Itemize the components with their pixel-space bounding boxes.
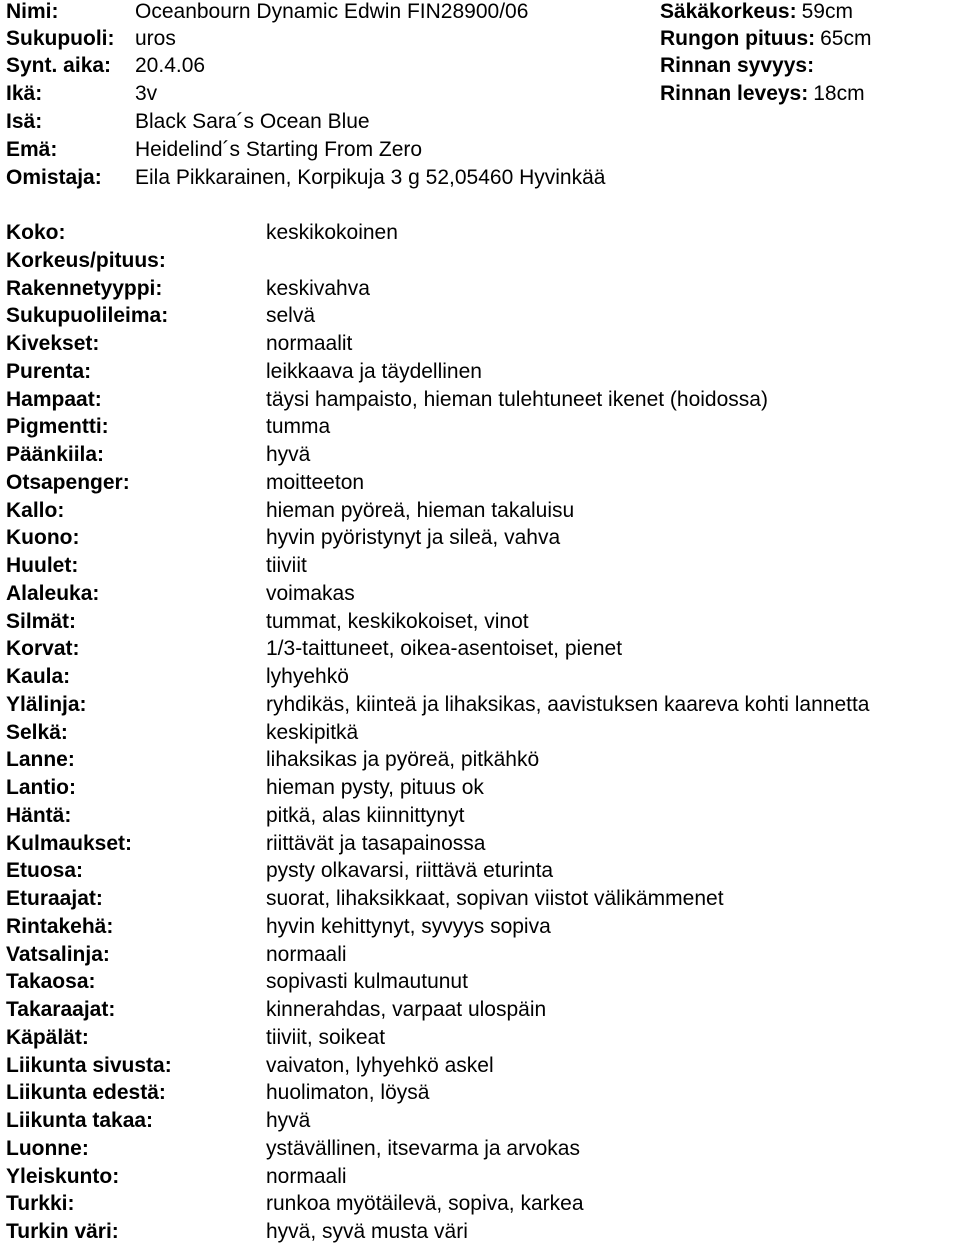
evaluation-row xyxy=(0,941,960,968)
evaluation-row xyxy=(0,719,960,746)
evaluation-row xyxy=(0,275,960,302)
field-value: moitteeton xyxy=(266,470,365,494)
field-label: Vatsalinja: xyxy=(6,942,110,966)
field-label: Huulet: xyxy=(6,554,79,577)
field-label: Liikunta takaa: xyxy=(6,1109,154,1132)
field-label: Turkki: xyxy=(6,1192,75,1216)
header-row-owner xyxy=(0,164,960,191)
field-value: vaivaton, lyhyehkö askel xyxy=(266,1053,494,1077)
evaluation-row xyxy=(0,1052,960,1079)
evaluation-row xyxy=(0,885,960,912)
evaluation-row xyxy=(0,497,960,524)
evaluation-row xyxy=(0,1218,960,1245)
evaluation-row xyxy=(0,1163,960,1190)
evaluation-row xyxy=(0,1107,960,1134)
field-value: 59cm xyxy=(801,0,853,23)
evaluation-row xyxy=(0,663,960,690)
field-label: Korvat: xyxy=(6,637,80,661)
field-value: normaalit xyxy=(266,332,353,355)
field-label: Kuono: xyxy=(6,526,80,550)
evaluation-row xyxy=(0,857,960,884)
field-label: Takaraajat: xyxy=(6,998,116,1021)
field-label: Päänkiila: xyxy=(6,443,105,466)
field-value: 20.4.06 xyxy=(135,54,206,77)
field-value: normaali xyxy=(266,942,347,966)
field-label: Rinnan leveys: xyxy=(660,82,809,105)
field-label: Hampaat: xyxy=(6,387,102,411)
field-label: Koko: xyxy=(6,221,66,244)
field-value: keskivahva xyxy=(266,276,370,300)
field-value: 1/3-taittuneet, oikea-asentoiset, pienet xyxy=(266,637,623,661)
field-value: tumma xyxy=(266,415,331,439)
evaluation-row xyxy=(0,552,960,579)
withers-height xyxy=(660,0,853,25)
field-label: Häntä: xyxy=(6,803,72,827)
evaluation-row xyxy=(0,774,960,801)
field-value: tummat, keskikokoiset, vinot xyxy=(266,609,529,633)
field-value: runkoa myötäilevä, sopiva, karkea xyxy=(266,1192,584,1216)
evaluation-row xyxy=(0,330,960,357)
field-value: keskikokoinen xyxy=(266,221,398,244)
evaluation-row xyxy=(0,247,960,274)
field-value: Oceanbourn Dynamic Edwin FIN28900/06 xyxy=(135,0,529,23)
header-row-birthdate xyxy=(0,52,960,79)
field-value: hyvä xyxy=(266,1109,311,1132)
field-label: Kallo: xyxy=(6,498,65,522)
body-length xyxy=(660,25,871,52)
field-label: Nimi: xyxy=(6,0,59,23)
evaluation-row xyxy=(0,302,960,329)
header-row-age xyxy=(0,80,960,107)
field-value: hieman pyöreä, hieman takaluisu xyxy=(266,498,575,522)
field-label: Lantio: xyxy=(6,776,76,799)
evaluation-row xyxy=(0,802,960,829)
field-value: Eila Pikkarainen, Korpikuja 3 g 52,05460 Hyvinkää xyxy=(135,166,606,189)
field-label: Synt. aika: xyxy=(6,54,112,77)
field-value: tiiviit xyxy=(266,554,307,577)
field-label: Luonne: xyxy=(6,1136,89,1160)
evaluation-row xyxy=(0,1135,960,1162)
evaluation-row xyxy=(0,913,960,940)
field-value: hyvin pyöristynyt ja sileä, vahva xyxy=(266,526,561,550)
field-label: Alaleuka: xyxy=(6,581,100,605)
field-label: Purenta: xyxy=(6,359,92,383)
field-value: pysty olkavarsi, riittävä eturinta xyxy=(266,859,554,883)
chest-depth xyxy=(660,52,819,79)
field-label: Selkä: xyxy=(6,720,68,744)
field-label: Kivekset: xyxy=(6,332,100,355)
field-label: Eturaajat: xyxy=(6,887,103,910)
field-label: Käpälät: xyxy=(6,1025,89,1049)
field-value: Black Sara´s Ocean Blue xyxy=(135,110,370,133)
field-value: riittävät ja tasapainossa xyxy=(266,831,486,855)
field-label: Sukupuoli: xyxy=(6,27,115,50)
header-row-sire xyxy=(0,108,960,135)
field-label: Korkeus/pituus: xyxy=(6,248,166,272)
field-label: Rakennetyyppi: xyxy=(6,276,163,300)
field-value: huolimaton, löysä xyxy=(266,1081,430,1105)
field-label: Emä: xyxy=(6,138,58,161)
field-label: Otsapenger: xyxy=(6,470,130,494)
field-label: Isä: xyxy=(6,110,43,133)
evaluation-row xyxy=(0,830,960,857)
field-label: Rinnan syvyys: xyxy=(660,54,815,77)
header-row-dam xyxy=(0,136,960,163)
field-value: ryhdikäs, kiinteä ja lihaksikas, aavistuksen kaareva kohti lannetta xyxy=(266,692,870,716)
field-value: selvä xyxy=(266,304,316,328)
field-label: Rungon pituus: xyxy=(660,27,816,50)
field-value: 65cm xyxy=(820,27,872,50)
header-row-sex xyxy=(0,25,960,52)
field-value: voimakas xyxy=(266,581,355,605)
field-value: hyvä, syvä musta väri xyxy=(266,1220,468,1243)
evaluation-row xyxy=(0,1190,960,1217)
field-value: täysi hampaisto, hieman tulehtuneet ikenet (hoidossa) xyxy=(266,387,768,411)
field-value: lyhyehkö xyxy=(266,665,349,688)
field-label: Omistaja: xyxy=(6,166,102,189)
field-value: tiiviit, soikeat xyxy=(266,1025,386,1049)
evaluation-row xyxy=(0,469,960,496)
field-label: Kaula: xyxy=(6,665,71,688)
field-label: Silmät: xyxy=(6,609,77,633)
evaluation-row xyxy=(0,358,960,385)
field-value: suorat, lihaksikkaat, sopivan viistot välikämmenet xyxy=(266,887,724,910)
field-label: Liikunta edestä: xyxy=(6,1081,166,1105)
field-value: hieman pysty, pituus ok xyxy=(266,776,484,799)
evaluation-row xyxy=(0,635,960,662)
field-label: Rintakehä: xyxy=(6,914,114,938)
field-label: Lanne: xyxy=(6,748,75,772)
evaluation-row xyxy=(0,608,960,635)
header-row-name xyxy=(0,0,960,25)
field-value: 18cm xyxy=(813,82,865,105)
field-value: keskipitkä xyxy=(266,720,359,744)
field-label: Etuosa: xyxy=(6,859,84,883)
evaluation-row xyxy=(0,441,960,468)
field-value: 3v xyxy=(135,82,158,105)
evaluation-row xyxy=(0,524,960,551)
field-value: hyvin kehittynyt, syvyys sopiva xyxy=(266,914,551,938)
field-value: ystävällinen, itsevarma ja arvokas xyxy=(266,1136,580,1160)
field-value: normaali xyxy=(266,1164,347,1188)
field-label: Sukupuolileima: xyxy=(6,304,169,328)
evaluation-row xyxy=(0,1024,960,1051)
evaluation-row xyxy=(0,1079,960,1106)
field-label: Pigmentti: xyxy=(6,415,109,439)
evaluation-row xyxy=(0,691,960,718)
field-value: kinnerahdas, varpaat ulospäin xyxy=(266,998,547,1021)
evaluation-row xyxy=(0,580,960,607)
field-value: pitkä, alas kiinnittynyt xyxy=(266,803,465,827)
field-label: Kulmaukset: xyxy=(6,831,133,855)
field-label: Yleiskunto: xyxy=(6,1164,120,1188)
field-label: Turkin väri: xyxy=(6,1220,119,1243)
field-value: hyvä xyxy=(266,443,311,466)
field-label: Takaosa: xyxy=(6,970,96,994)
field-label: Liikunta sivusta: xyxy=(6,1053,172,1077)
evaluation-row xyxy=(0,413,960,440)
field-label: Ylälinja: xyxy=(6,692,87,716)
evaluation-row xyxy=(0,968,960,995)
field-value: Heidelind´s Starting From Zero xyxy=(135,138,423,161)
field-value: uros xyxy=(135,27,176,50)
chest-width xyxy=(660,80,865,107)
field-label: Ikä: xyxy=(6,82,43,105)
field-value: leikkaava ja täydellinen xyxy=(266,359,482,383)
evaluation-row xyxy=(0,746,960,773)
field-label: Säkäkorkeus: xyxy=(660,0,797,23)
field-value: sopivasti kulmautunut xyxy=(266,970,468,994)
field-value: lihaksikas ja pyöreä, pitkähkö xyxy=(266,748,540,772)
evaluation-row xyxy=(0,219,960,246)
evaluation-row xyxy=(0,386,960,413)
evaluation-row xyxy=(0,996,960,1023)
